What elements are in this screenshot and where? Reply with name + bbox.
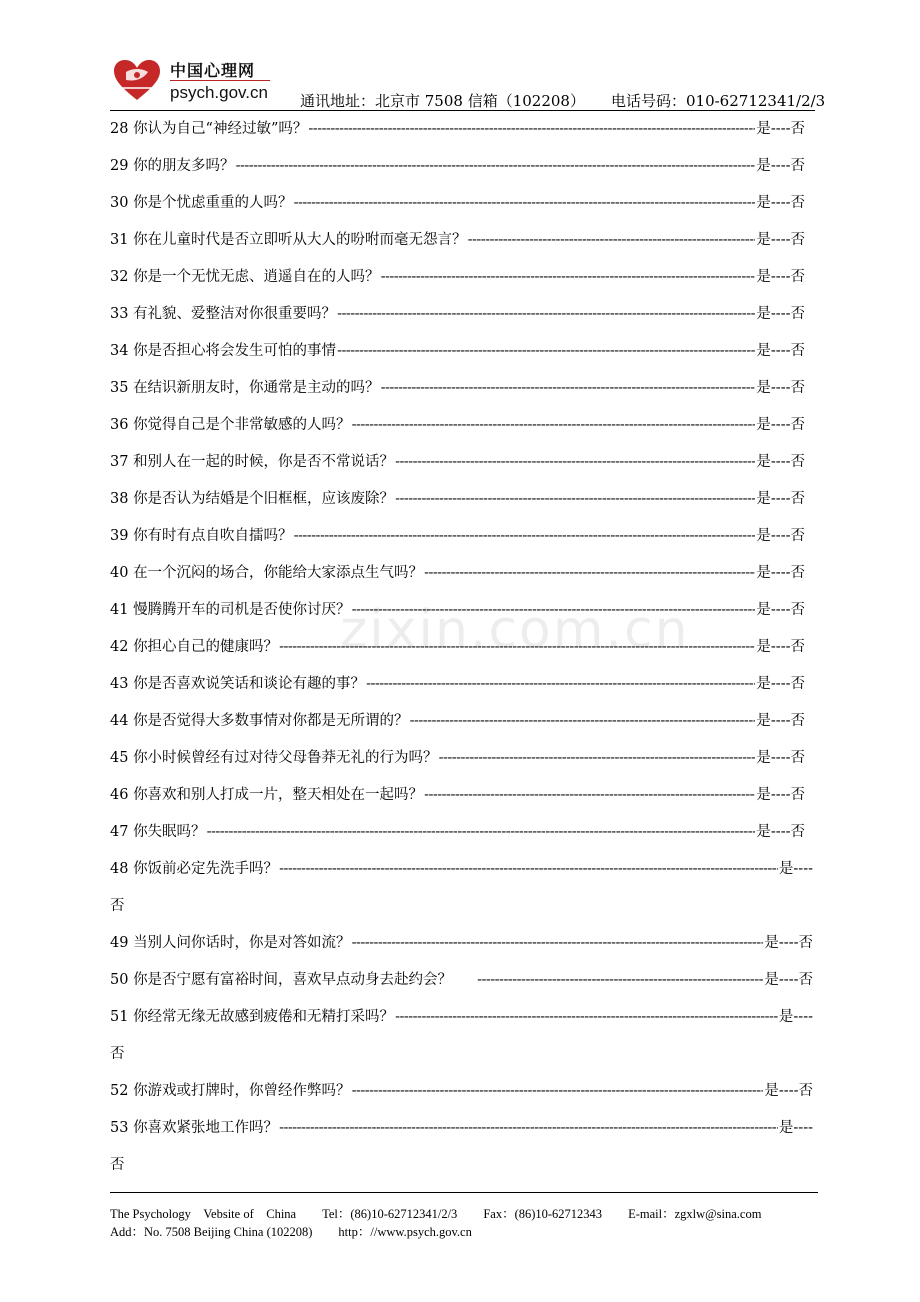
answer-choices: 是----否	[756, 824, 805, 840]
dash-leader	[395, 484, 755, 514]
dash-leader	[410, 706, 756, 736]
dash-leader	[337, 299, 755, 329]
dash-leader	[279, 854, 778, 884]
question-item	[110, 410, 815, 447]
answer-yes: 是----	[778, 861, 813, 877]
answer-choices: 是----否	[756, 454, 805, 470]
answer-choices: 是----否	[756, 343, 805, 359]
answer-choices: 是----否	[756, 380, 805, 396]
question-text: 46 你喜欢和别人打成一片，整天相处在一起吗？	[110, 787, 424, 803]
dash-leader	[439, 743, 756, 773]
question-item	[110, 521, 815, 558]
answer-no: 否	[110, 1046, 125, 1062]
dash-leader	[468, 225, 756, 255]
header-contact	[300, 90, 825, 111]
answer-choices: 是----否	[756, 602, 805, 618]
question-text: 32 你是一个无忧无虑、逍遥自在的人吗？	[110, 269, 380, 285]
question-item	[110, 1113, 815, 1187]
watermark: zixin.com.cn	[340, 600, 690, 660]
question-text: 53 你喜欢紧张地工作吗？	[110, 1120, 279, 1136]
answer-choices: 是----否	[756, 565, 805, 581]
dash-leader	[424, 780, 755, 810]
dash-leader	[424, 558, 755, 588]
footer-tel: Tel：(86)10-62712341/2/3	[322, 1207, 458, 1221]
answer-choices: 是----否	[756, 676, 805, 692]
question-item	[110, 558, 815, 595]
answer-choices: 是----否	[756, 528, 805, 544]
answer-choices: 是----否	[756, 232, 805, 248]
question-text: 44 你是否觉得大多数事情对你都是无所谓的？	[110, 713, 409, 729]
question-text: 31 你在儿童时代是否立即听从大人的吩咐而毫无怨言？	[110, 232, 467, 248]
dash-leader	[207, 817, 756, 847]
question-text: 29 你的朋友多吗？	[110, 158, 235, 174]
question-item	[110, 484, 815, 521]
question-item	[110, 817, 815, 854]
footer-divider	[110, 1192, 818, 1193]
answer-no: 否	[110, 1157, 125, 1173]
answer-choices: 是----否	[756, 787, 805, 803]
footer-line-2	[110, 1223, 771, 1241]
footer-email: E-mail：zgxlw@sina.com	[628, 1207, 762, 1221]
answer-no: 否	[110, 898, 125, 914]
page-header	[110, 52, 826, 110]
dash-leader	[395, 1002, 778, 1032]
dash-leader	[395, 447, 755, 477]
logo-divider	[170, 80, 270, 81]
logo-chinese-name: 中国心理网	[170, 61, 256, 80]
answer-choices: 是----否	[756, 639, 805, 655]
question-item	[110, 669, 815, 706]
dash-leader	[337, 336, 755, 366]
answer-choices: 是----否	[756, 750, 805, 766]
dash-leader	[352, 410, 756, 440]
dash-leader	[366, 669, 755, 699]
question-text: 42 你担心自己的健康吗？	[110, 639, 279, 655]
question-item	[110, 928, 815, 965]
question-item	[110, 854, 815, 928]
question-text: 33 有礼貌、爱整洁对你很重要吗？	[110, 306, 337, 322]
question-text: 49 当别人问你话时，你是对答如流？	[110, 935, 351, 951]
footer-address: Add：No. 7508 Beijing China (102208)	[110, 1225, 313, 1239]
question-item	[110, 299, 815, 336]
header-phone: 电话号码：010-62712341/2/3	[610, 92, 826, 110]
dash-leader	[279, 1113, 778, 1143]
logo-domain: psych.gov.cn	[170, 83, 268, 102]
question-text: 43 你是否喜欢说笑话和谈论有趣的事？	[110, 676, 366, 692]
question-text: 47 你失眠吗？	[110, 824, 206, 840]
question-text: 36 你觉得自己是个非常敏感的人吗？	[110, 417, 351, 433]
question-text: 52 你游戏或打牌时，你曾经作弊吗？	[110, 1083, 351, 1099]
question-text: 40 在一个沉闷的场合，你能给大家添点生气吗？	[110, 565, 424, 581]
answer-choices: 是----否	[756, 306, 805, 322]
question-item	[110, 706, 815, 743]
question-item	[110, 780, 815, 817]
question-item	[110, 373, 815, 410]
dash-leader	[294, 188, 756, 218]
footer-line-1	[110, 1205, 771, 1223]
dash-leader	[352, 1076, 764, 1106]
header-address: 通讯地址：北京市 7508 信箱（102208）	[300, 92, 585, 110]
question-text: 34 你是否担心将会发生可怕的事情	[110, 343, 337, 359]
question-item	[110, 1002, 815, 1076]
site-logo	[112, 54, 272, 104]
question-item	[110, 336, 815, 373]
question-item	[110, 188, 815, 225]
dash-leader	[236, 151, 756, 181]
question-text: 39 你有时有点自吹自擂吗？	[110, 528, 293, 544]
dash-leader	[308, 114, 755, 144]
question-item	[110, 1076, 815, 1113]
dash-leader	[294, 521, 756, 551]
dash-leader	[477, 965, 763, 995]
question-item	[110, 114, 815, 151]
answer-choices: 是----否	[764, 972, 813, 988]
answer-choices: 是----否	[764, 1083, 813, 1099]
answer-choices: 是----否	[756, 417, 805, 433]
question-text: 30 你是个忧虑重重的人吗？	[110, 195, 293, 211]
answer-yes: 是----	[778, 1009, 813, 1025]
dash-leader	[381, 373, 756, 403]
answer-choices: 是----否	[756, 269, 805, 285]
question-text: 50 你是否宁愿有富裕时间，喜欢早点动身去赴约会？	[110, 972, 453, 988]
question-text: 48 你饭前必定先洗手吗？	[110, 861, 279, 877]
answer-choices: 是----否	[756, 121, 805, 137]
question-text: 38 你是否认为结婚是个旧框框，应该废除？	[110, 491, 395, 507]
question-item	[110, 225, 815, 262]
footer-org: The Psychology Vebsite of China	[110, 1207, 297, 1221]
footer-url: http：//www.psych.gov.cn	[338, 1225, 472, 1239]
answer-choices: 是----否	[756, 713, 805, 729]
answer-choices: 是----否	[756, 195, 805, 211]
answer-choices: 是----否	[756, 158, 805, 174]
question-item	[110, 151, 815, 188]
question-item	[110, 262, 815, 299]
answer-choices: 是----否	[764, 935, 813, 951]
question-item	[110, 743, 815, 780]
question-text: 45 你小时候曾经有过对待父母鲁莽无礼的行为吗？	[110, 750, 438, 766]
question-text: 28 你认为自己“神经过敏”吗？	[110, 121, 308, 137]
question-item	[110, 965, 815, 1002]
dash-leader	[381, 262, 756, 292]
question-text: 51 你经常无缘无故感到疲倦和无精打采吗？	[110, 1009, 395, 1025]
question-item	[110, 447, 815, 484]
answer-choices: 是----否	[756, 491, 805, 507]
footer-fax: Fax：(86)10-62712343	[483, 1207, 603, 1221]
dash-leader	[352, 928, 764, 958]
answer-yes: 是----	[778, 1120, 813, 1136]
heart-logo-icon	[112, 58, 162, 102]
question-text: 37 和别人在一起的时候，你是否不常说话？	[110, 454, 395, 470]
question-text: 35 在结识新朋友时，你通常是主动的吗？	[110, 380, 380, 396]
header-divider	[110, 110, 815, 111]
question-text: 41 慢腾腾开车的司机是否使你讨厌？	[110, 602, 351, 618]
page-footer	[110, 1205, 771, 1241]
